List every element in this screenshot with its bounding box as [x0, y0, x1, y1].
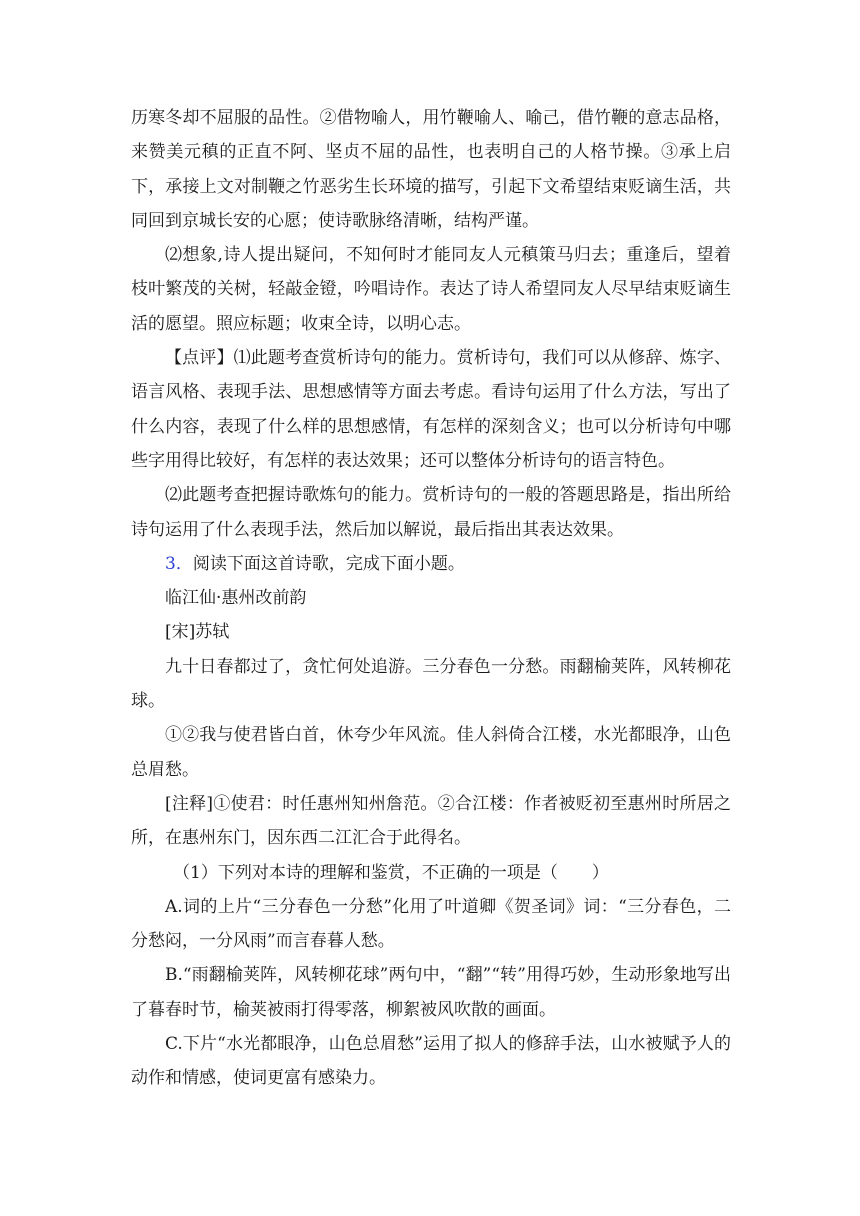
document-body — [131, 101, 731, 1096]
sub-question-1: （1）下列对本诗的理解和鉴赏，不正确的一项是（ ） — [173, 862, 609, 883]
poem-title: 临江仙·惠州改前韵 — [165, 588, 307, 609]
option-b: B.“雨翻榆荚阵，风转柳花球”两句中，“翻”“转”用得巧妙，生动形象地写出了暮春时节，榆荚被雨打得零落，柳絮被风吹散的画面。 — [131, 965, 731, 1020]
option-a: A.词的上片“三分春色一分愁”化用了叶道卿《贺圣词》词：“三分春色，二分愁闷，一分风雨”而言春暮人愁。 — [131, 896, 731, 952]
comment-paragraph-2: ⑵此题考查把握诗歌炼句的能力。赏析诗句的一般的答题思路是，指出所给诗句运用了什么表现手法，然后加以解说，最后指出其表达效果。 — [131, 485, 731, 540]
poem-stanza-2: ①②我与使君皆白首，休夸少年风流。佳人斜倚合江楼，水光都眼净，山色总眉愁。 — [131, 725, 731, 780]
poem-note: [注释]①使君：时任惠州知州詹范。②合江楼：作者被贬初至惠州时所居之所，在惠州东门，因东西二江汇合于此得名。 — [131, 793, 731, 849]
analysis-paragraph-2: ⑵想象,诗人提出疑问，不知何时才能同友人元稹策马归去；重逢后，望着枝叶繁茂的关树，轻敲金镫，吟唱诗作。表达了诗人希望同友人尽早结束贬谪生活的愿望。照应标题；收束全诗，以明心志。 — [131, 245, 731, 334]
comment-paragraph-1: 【点评】⑴此题考查赏析诗句的能力。赏析诗句，我们可以从修辞、炼字、语言风格、表现手法、思想感情等方面去考虑。看诗句运用了什么方法，写出了什么内容，表现了什么样的思想感情，有怎样的深刻含义；也可以分析诗句中哪些字用得比较好，有怎样的表达效果；还可以整体分析诗句的语言特色。 — [131, 348, 731, 471]
analysis-paragraph-continued: 历寒冬却不屈服的品性。②借物喻人，用竹鞭喻人、喻己，借竹鞭的意志品格，来赞美元稹的正直不阿、坚贞不屈的品性，也表明自己的人格节操。③承上启下，承接上文对制鞭之竹恶劣生长环境的描写，引起下文希望结束贬谪生活，共同回到京城长安的心愿；使诗歌脉络清晰，结构严谨。 — [131, 108, 731, 231]
question-prompt-text: 阅读下面这首诗歌，完成下面小题。 — [192, 553, 465, 574]
poem-stanza-1: 九十日春都过了，贪忙何处追游。三分春色一分愁。雨翻榆荚阵，风转柳花球。 — [131, 656, 731, 712]
poem-author: [宋]苏轼 — [165, 622, 230, 643]
option-c: C.下片“水光都眼净，山色总眉愁”运用了拟人的修辞手法，山水被赋予人的动作和情感，使词更富有感染力。 — [131, 1034, 731, 1089]
question-number: 3． — [165, 553, 193, 574]
question-3-prompt — [131, 547, 731, 581]
